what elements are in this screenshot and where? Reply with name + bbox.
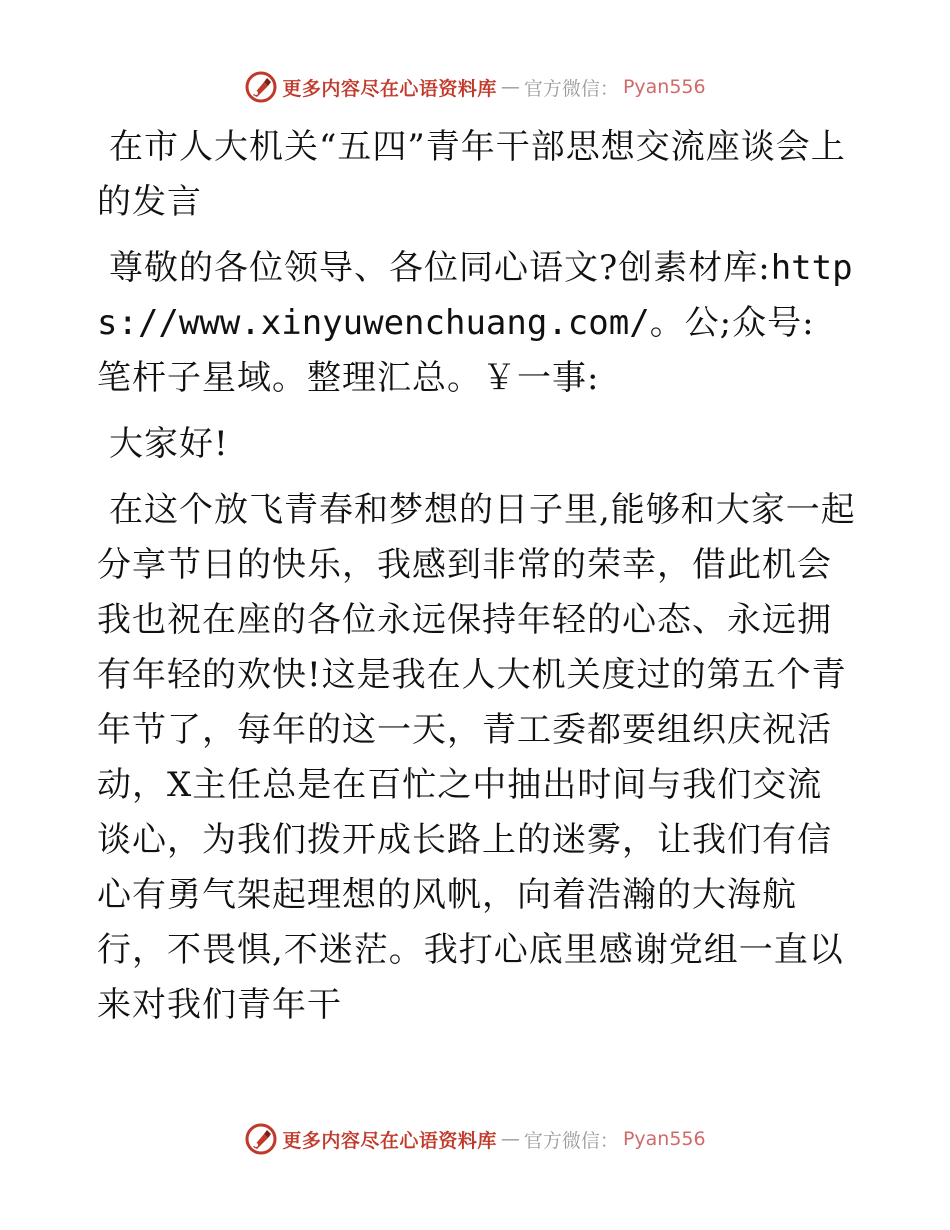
pen-logo-icon [244, 1122, 278, 1156]
banner-title: 更多内容尽在心语资料库 [282, 77, 497, 100]
banner-title: 更多内容尽在心语资料库 [282, 1129, 497, 1152]
banner-dash: — [500, 1128, 520, 1150]
salutation-suffix: 。公;众号: 笔杆子星域。整理汇总。￥一事: [97, 303, 815, 398]
banner-wechat-id: Pyan556 [622, 1128, 706, 1150]
salutation-url: https://www.xinyuwenchuang.com/ [97, 248, 853, 343]
footer-banner [0, 1122, 950, 1156]
greeting-paragraph: 大家好! [109, 424, 229, 464]
header-banner [0, 70, 950, 104]
salutation-prefix: 尊敬的各位领导、各位同心语文?创素材库: [109, 248, 771, 288]
body-paragraph: 在这个放飞青春和梦想的日子里,能够和大家一起分享节日的快乐，我感到非常的荣幸，借此机会我也祝在座的各位永远保持年轻的心态、永远拥有年轻的欢快!这是我在人大机关度过的第五个青年节了，每年的这一天，青工委都要组织庆祝活动，X主任总是在百忙之中抽出时间与我们交流谈心，为我们拨开成长路上的迷雾，让我们有信心有勇气架起理想的风帆，向着浩瀚的大海航行，不畏惧,不迷茫。我打心底里感谢党组一直以来对我们青年干 [97, 490, 856, 1025]
banner-contact-label: 官方微信： [523, 77, 619, 100]
document-title: 在市人大机关“五四”青年干部思想交流座谈会上的发言 [97, 127, 846, 222]
banner-contact-label: 官方微信： [523, 1129, 619, 1152]
banner-dash: — [500, 76, 520, 98]
pen-logo-icon [244, 70, 278, 104]
salutation-paragraph [97, 241, 857, 406]
banner-wechat-id: Pyan556 [622, 76, 706, 98]
document-body [97, 120, 857, 1044]
